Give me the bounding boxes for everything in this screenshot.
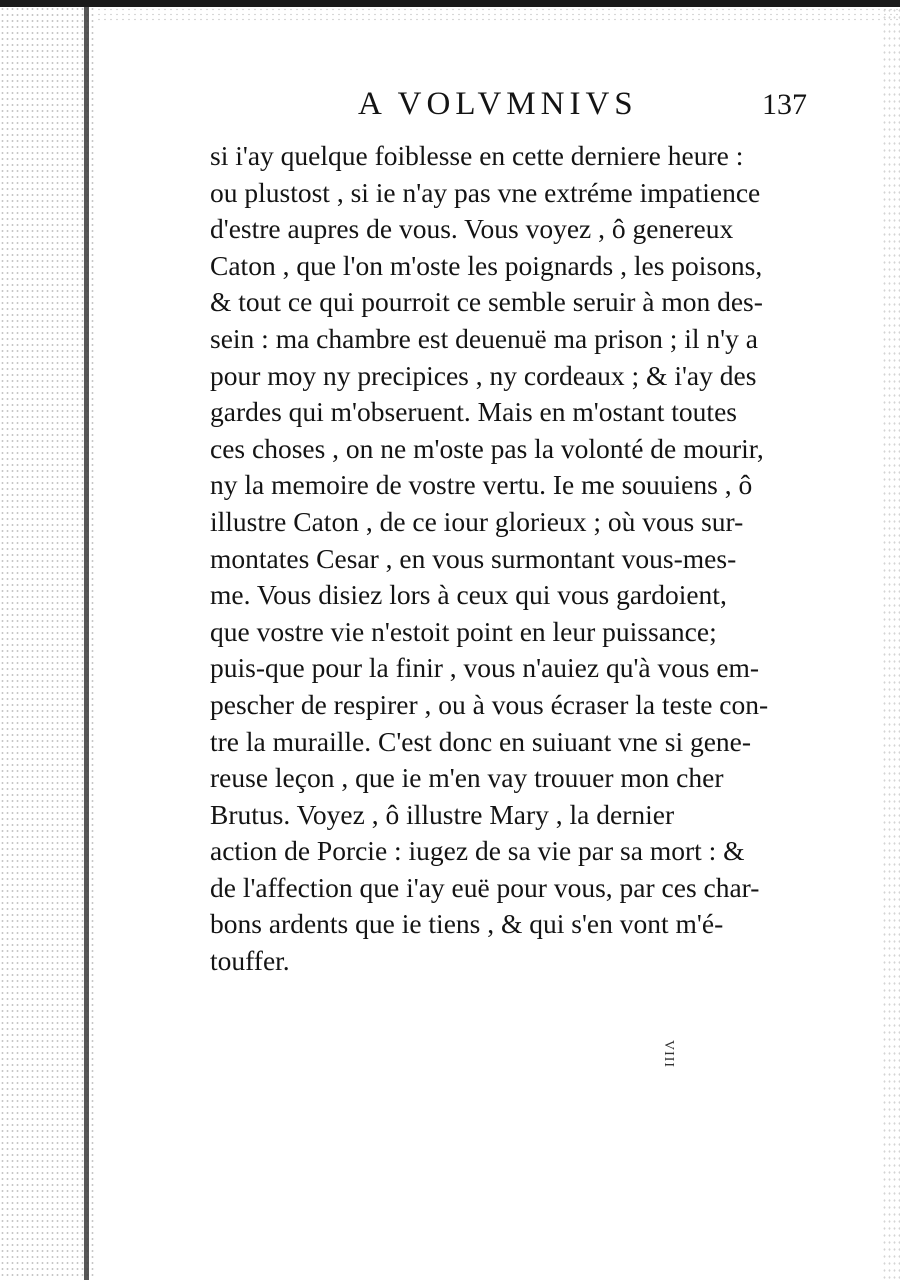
- top-margin-noise: [96, 7, 900, 21]
- running-title: A VOLVMNIVS: [358, 86, 638, 122]
- text-line: me. Vous disiez lors à ceux qui vous gardoient,: [210, 579, 727, 611]
- text-line: pour moy ny precipices , ny cordeaux ; & i'ay des: [210, 359, 757, 391]
- text-line: d'estre aupres de vous. Vous voyez , ô genereux: [210, 213, 734, 245]
- text-line: Caton , que l'on m'oste les poignards , les poisons,: [210, 249, 763, 281]
- text-line: action de Porcie : iugez de sa vie par sa mort : &: [210, 835, 745, 867]
- text-line: ces choses , on ne m'oste pas la volonté de mourir,: [210, 432, 764, 464]
- text-line: puis-que pour la finir , vous n'auiez qu'à vous em-: [210, 652, 760, 684]
- binding-gutter: [0, 0, 96, 1280]
- text-line: reuse leçon , que ie m'en vay trouuer mon cher: [210, 762, 724, 794]
- text-line: tre la muraille. C'est donc en suiuant vne si gene-: [210, 725, 752, 757]
- text-line: Brutus. Voyez , ô illustre Mary , la dernier: [210, 798, 675, 830]
- body-text: [210, 138, 810, 980]
- text-line: que vostre vie n'estoit point en leur puissance;: [210, 615, 717, 647]
- binding-edge: [84, 0, 89, 1280]
- text-line: illustre Caton , de ce iour glorieux ; où vous sur-: [210, 505, 744, 537]
- text-line: bons ardents que ie tiens , & qui s'en vont m'é-: [210, 908, 724, 940]
- catchword: VIII: [661, 1040, 676, 1069]
- text-line: ou plustost , si ie n'ay pas vne extréme impatience: [210, 176, 761, 208]
- text-line: gardes qui m'obseruent. Mais en m'ostant toutes: [210, 396, 737, 428]
- page-number: 137: [762, 88, 807, 121]
- text-line: pescher de respirer , ou à vous écraser la teste con-: [210, 688, 769, 720]
- text-line: ny la memoire de vostre vertu. Ie me souuiens , ô: [210, 469, 753, 501]
- text-line: & tout ce qui pourroit ce semble seruir à mon des-: [210, 286, 763, 318]
- text-line: de l'affection que i'ay euë pour vous, par ces char-: [210, 871, 760, 903]
- text-line: si i'ay quelque foiblesse en cette derniere heure :: [210, 140, 744, 171]
- right-margin-noise: [882, 0, 900, 1280]
- text-line: montates Cesar , en vous surmontant vous-mes-: [210, 542, 737, 574]
- text-line: touffer.: [210, 945, 290, 977]
- text-line: sein : ma chambre est deuenuë ma prison ; il n'y a: [210, 322, 758, 354]
- top-border-rule: [0, 0, 900, 7]
